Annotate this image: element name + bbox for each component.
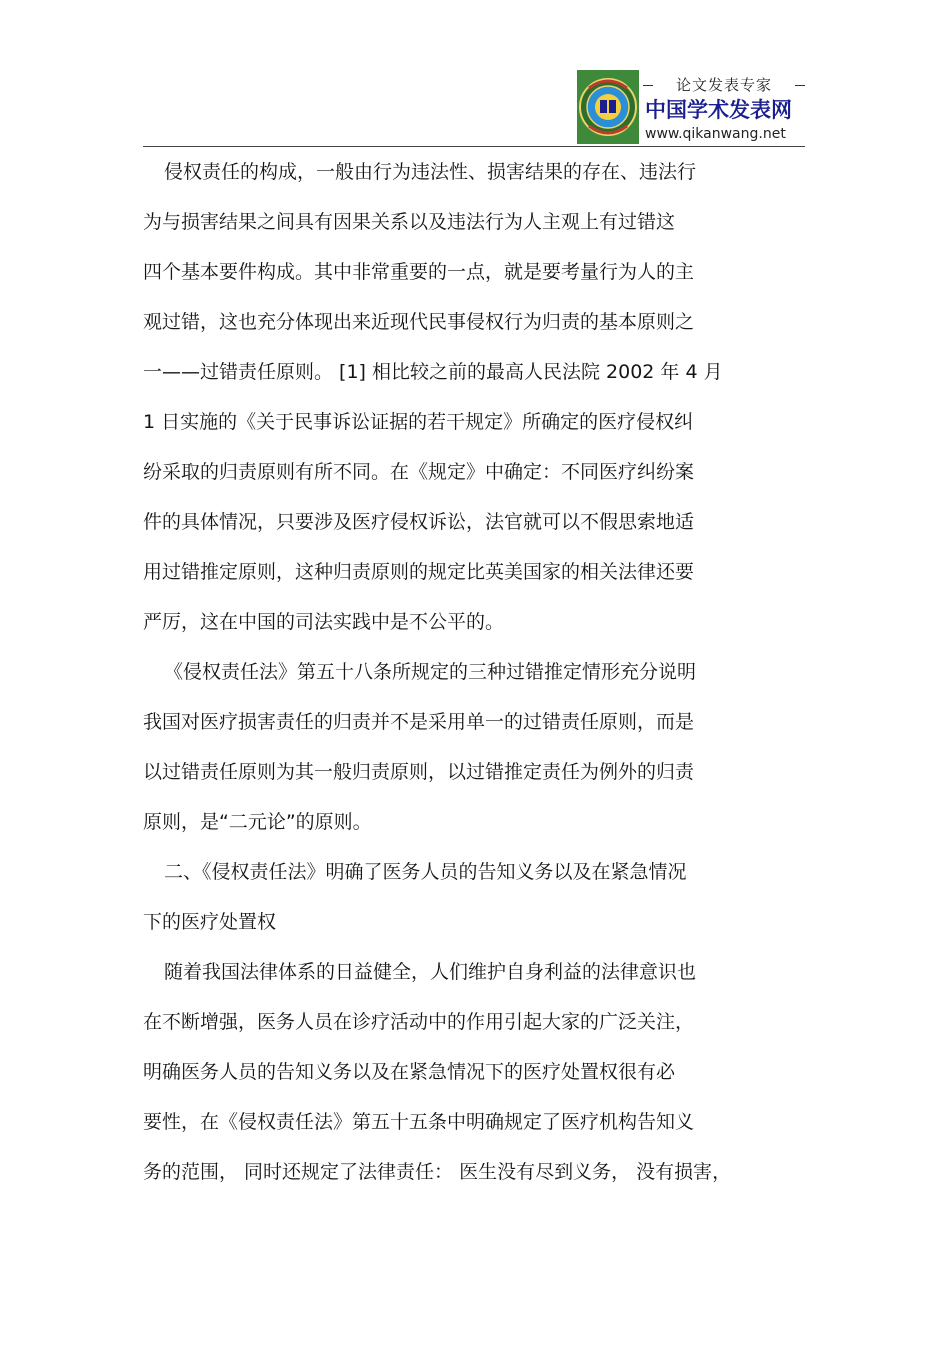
paragraph-line: 要性，在《侵权责任法》第五十五条中明确规定了医疗机构告知义 [143,1111,695,1133]
paragraph-line: 严厉，这在中国的司法实践中是不公平的。 [143,611,505,633]
paragraph-line: 纷采取的归责原则有所不同。在《规定》中确定：不同医疗纠纷案 [143,461,695,483]
paragraph-line: 四个基本要件构成。其中非常重要的一点，就是要考量行为人的主 [143,261,695,283]
section-heading-line: 二、《侵权责任法》明确了医务人员的告知义务以及在紧急情况 [164,861,687,883]
section-heading-line: 下的医疗处置权 [143,911,277,933]
paragraph-line: 务的范围， 同时还规定了法律责任： 医生没有尽到义务， 没有损害， [143,1161,732,1183]
paragraph-line: 一——过错责任原则。 [1] 相比较之前的最高人民法院 2002 年 4 月 [143,361,723,383]
paragraph-line: 用过错推定原则，这种归责原则的规定比英美国家的相关法律还要 [143,561,695,583]
paragraph-line: 在不断增强，医务人员在诊疗活动中的作用引起大家的广泛关注， [143,1011,695,1033]
paragraph-line: 为与损害结果之间具有因果关系以及违法行为人主观上有过错这 [143,211,676,233]
paragraph-line: 随着我国法律体系的日益健全，人们维护自身利益的法律意识也 [164,961,697,983]
logo-brand-name: 中国学术发表网 [645,98,792,122]
logo-tagline: 论文发表专家 [643,74,805,96]
paragraph-line: 侵权责任的构成，一般由行为违法性、损害结果的存在、违法行 [164,161,697,183]
paragraph-line: 观过错，这也充分体现出来近现代民事侵权行为归责的基本原则之 [143,311,695,333]
paragraph-line: 原则，是“二元论”的原则。 [143,811,372,833]
paragraph-line: 1 日实施的《关于民事诉讼证据的若干规定》所确定的医疗侵权纠 [143,411,694,433]
paragraph-line: 我国对医疗损害责任的归责并不是采用单一的过错责任原则，而是 [143,711,695,733]
paragraph-line: 明确医务人员的告知义务以及在紧急情况下的医疗处置权很有必 [143,1061,676,1083]
logo-site-url[interactable]: www.qikanwang.net [645,126,786,142]
paragraph-line: 件的具体情况，只要涉及医疗侵权诉讼，法官就可以不假思索地适 [143,511,695,533]
paragraph-line: 以过错责任原则为其一般归责原则，以过错推定责任为例外的归责 [143,761,695,783]
paragraph-line: 《侵权责任法》第五十八条所规定的三种过错推定情形充分说明 [164,661,697,683]
